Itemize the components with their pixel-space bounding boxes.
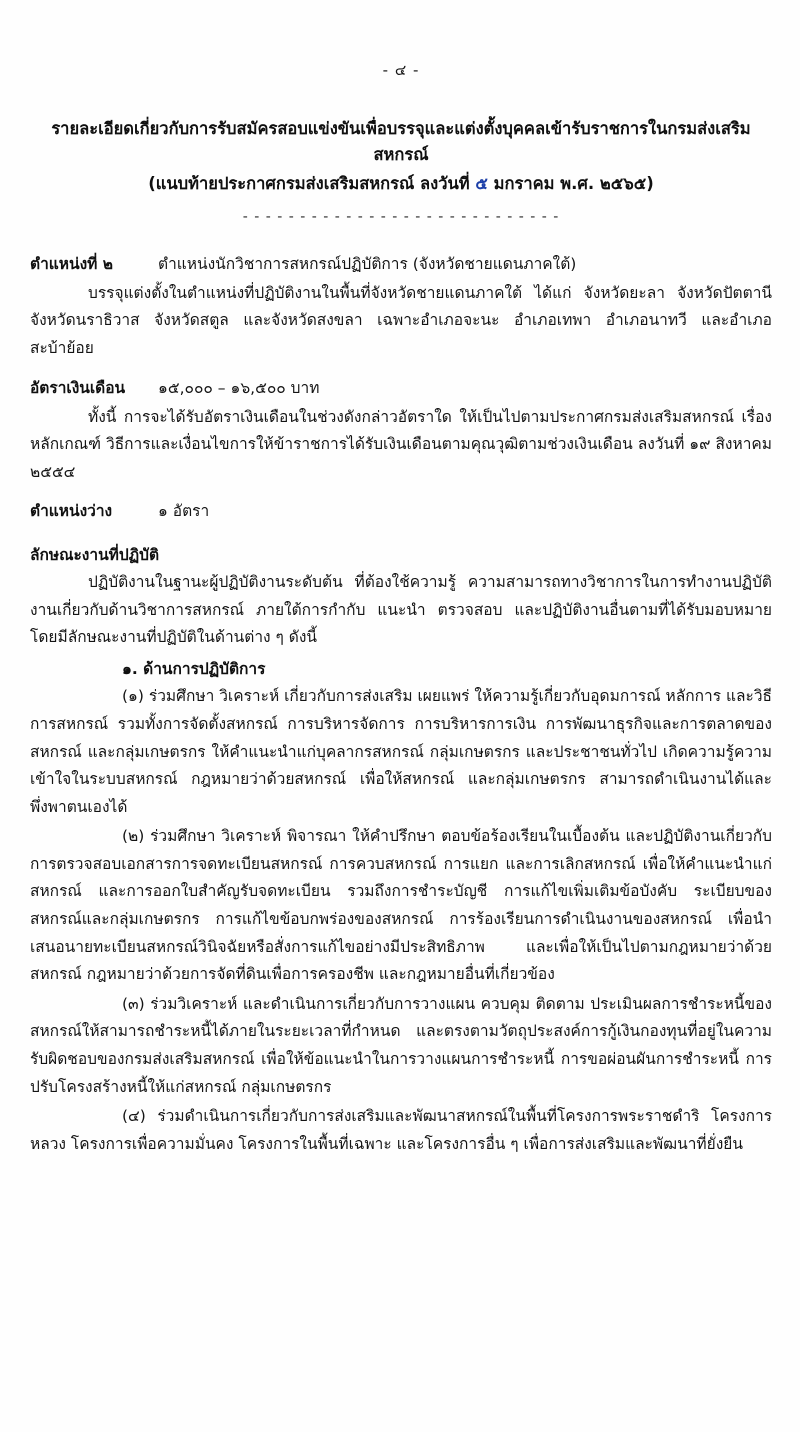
horizontal-divider: - - - - - - - - - - - - - - - - - - - - - - - - - - - - (242, 208, 560, 225)
subtitle-date: ๕ (475, 174, 488, 194)
duties-heading: ลักษณะงานที่ปฏิบัติ (30, 545, 160, 564)
vacancy-label: ตำแหน่งว่าง (30, 502, 113, 521)
spacer (30, 365, 772, 375)
page-number: - ๔ - (382, 61, 420, 79)
duties-intro: ปฏิบัติงานในฐานะผู้ปฏิบัติงานระดับต้น ที่ต้องใช้ความรู้ ความสามารถทางวิชาการในการทำงานปฏิบัติงานเกี่ยวกับด้านวิชาการสหกรณ์ ภายใต้การกำกับ แนะนำ ตรวจสอบ และปฏิบัติงานอื่นตามที่ได้รับมอบหมาย โดยมีลักษณะงานที่ปฏิบัติในด้านต่าง ๆ ดังนี้ (30, 573, 772, 647)
spacer (30, 528, 772, 532)
duties-item: (๑) ร่วมศึกษา วิเคราะห์ เกี่ยวกับการส่งเสริม เผยแพร่ ให้ความรู้เกี่ยวกับอุดมการณ์ หลักการ และวิธีการสหกรณ์ รวมทั้งการจัดตั้งสหกรณ์ การบริหารจัดการ การบริหารการเงิน การพัฒนาธุรกิจและการตลาดของสหกรณ์ และกลุ่มเกษตรกร ให้คำแนะนำแก่บุคลากรสหกรณ์ กลุ่มเกษตรกร และประชาชนทั่วไป เกิดความรู้ความเข้าใจในระบบสหกรณ์ กฎหมายว่าด้วยสหกรณ์ เพื่อให้สหกรณ์ และกลุ่มเกษตรกร สามารถดำเนินงานได้และพึ่งพาตนเองได้ (30, 687, 772, 816)
position-detail: บรรจุแต่งตั้งในตำแหน่งที่ปฏิบัติงานในพื้นที่จังหวัดชายแดนภาคใต้ ได้แก่ จังหวัดยะลา จังหวัดปัตตานี จังหวัดนราธิวาส จังหวัดสตูล และจังหวัดสงขลา เฉพาะอำเภอจะนะ อำเภอเทพา อำเภอนาทวี และอำเภอสะบ้าย้อย (30, 283, 772, 357)
position-label: ตำแหน่งที่ ๒ (30, 254, 113, 273)
duties-section-1-heading: ๑. ด้านการปฏิบัติการ (122, 659, 266, 678)
vacancy-value: ๑ อัตรา (158, 502, 210, 521)
page-title: รายละเอียดเกี่ยวกับการรับสมัครสอบแข่งขันเพื่อบรรจุและแต่งตั้งบุคคลเข้ารับราชการในกรมส่งเสริมสหกรณ์ (51, 119, 751, 164)
salary-row (30, 375, 772, 402)
duties-item: (๒) ร่วมศึกษา วิเคราะห์ พิจารณา ให้คำปรึกษา ตอบข้อร้องเรียนในเบื้องต้น และปฏิบัติงานเกี่ยวกับการตรวจสอบเอกสารการจดทะเบียนสหกรณ์ การควบสหกรณ์ การแยก และการเลิกสหกรณ์ เพื่อให้คำแนะนำแก่สหกรณ์ และการออกใบสำคัญรับจดทะเบียน รวมถึงการชำระบัญชี การแก้ไขเพิ่มเติมข้อบังคับ ระเบียบของสหกรณ์และกลุ่มเกษตรกร การแก้ไขข้อบกพร่องของสหกรณ์ การร้องเรียนการดำเนินงานของสหกรณ์ เพื่อนำเสนอนายทะเบียนสหกรณ์วินิจฉัยหรือสั่งการแก้ไขอย่างมีประสิทธิภาพ และเพื่อให้เป็นไปตามกฎหมายว่าด้วยสหกรณ์ กฎหมายว่าด้วยการจัดที่ดินเพื่อการครองชีพ และกฎหมายอื่นที่เกี่ยวข้อง (30, 827, 772, 984)
subtitle-prefix: (แนบท้ายประกาศกรมส่งเสริมสหกรณ์ ลงวันที่ (148, 174, 476, 194)
duties-item: (๓) ร่วมวิเคราะห์ และดำเนินการเกี่ยวกับการวางแผน ควบคุม ติดตาม ประเมินผลการชำระหนี้ของสหกรณ์ให้สามารถชำระหนี้ได้ภายในระยะเวลาที่กำหนด และตรงตามวัตถุประสงค์การกู้เงินกองทุนที่อยู่ในความรับผิดชอบของกรมส่งเสริมสหกรณ์ เพื่อให้ข้อแนะนำในการวางแผนการชำระหนี้ การขอผ่อนผันการชำระหนี้ การปรับโครงสร้างหนี้ให้แก่สหกรณ์ กลุ่มเกษตรกร (30, 994, 772, 1096)
page-subtitle (30, 171, 772, 197)
salary-detail: ทั้งนี้ การจะได้รับอัตราเงินเดือนในช่วงดังกล่าวอัตราใด ให้เป็นไปตามประกาศกรมส่งเสริมสหกรณ์ เรื่อง หลักเกณฑ์ วิธีการและเงื่อนไขการให้ข้าราชการได้รับเงินเดือนตามคุณวุฒิตามช่วงเงินเดือน ลงวันที่ ๑๙ สิงหาคม ๒๕๕๔ (30, 407, 772, 481)
duties-item: (๔) ร่วมดำเนินการเกี่ยวกับการส่งเสริมและพัฒนาสหกรณ์ในพื้นที่โครงการพระราชดำริ โครงการหลวง โครงการเพื่อความมั่นคง โครงการในพื้นที่เฉพาะ และโครงการอื่น ๆ เพื่อการส่งเสริมและพัฒนาที่ยั่งยืน (30, 1107, 772, 1153)
position-name: ตำแหน่งนักวิชาการสหกรณ์ปฏิบัติการ (จังหวัดชายแดนภาคใต้) (158, 254, 577, 273)
position-row (30, 251, 772, 278)
spacer (30, 488, 772, 498)
salary-label: อัตราเงินเดือน (30, 378, 126, 397)
subtitle-suffix: มกราคม พ.ศ. ๒๕๖๕) (487, 174, 654, 194)
salary-value: ๑๕,๐๐๐ – ๑๖,๕๐๐ บาท (158, 378, 320, 397)
vacancy-row (30, 498, 772, 525)
